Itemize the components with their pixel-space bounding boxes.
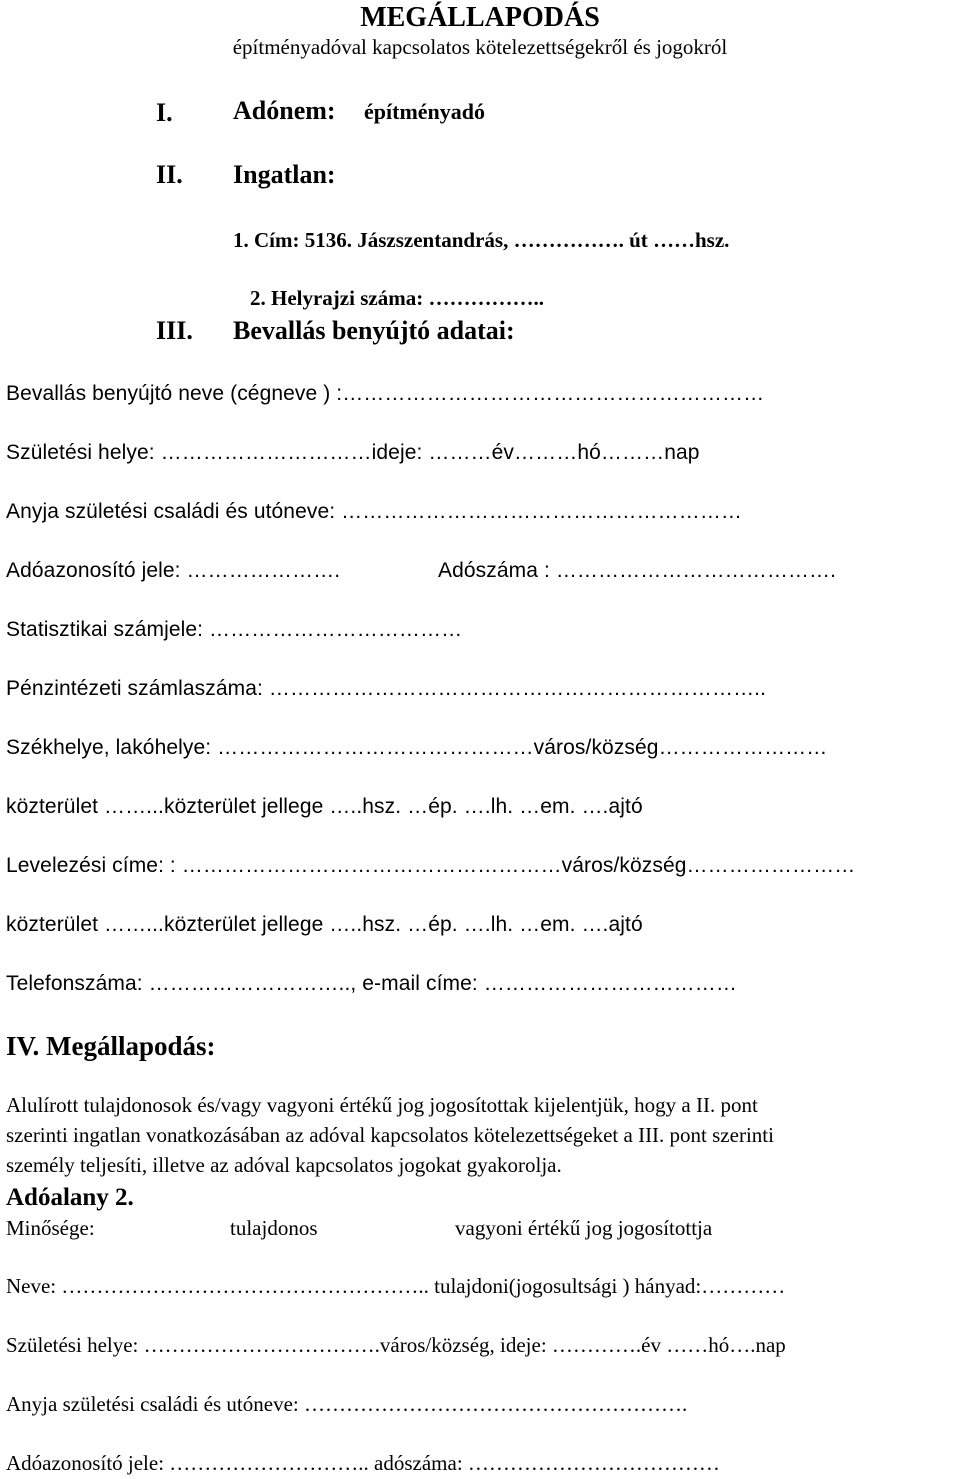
agreement-paragraph-line-1: Alulírott tulajdonosok és/vagy vagyoni értékű jog jogosítottak kijelentjük, hogy a II. pont bbox=[6, 1093, 758, 1117]
tax-number-field: Adószáma : …………………………………. bbox=[438, 559, 837, 582]
taxpayer-2-name-field: Neve: …………………………………………….. tulajdoni(jogosultsági ) hányad:………… bbox=[6, 1274, 786, 1298]
section-1-number: I. bbox=[156, 98, 173, 127]
section-3-number: III. bbox=[156, 316, 193, 345]
mother-name-field: Anyja születési családi és utóneve: ………………………………………………… bbox=[6, 500, 743, 523]
taxpayer-2-heading: Adóalany 2. bbox=[6, 1184, 134, 1211]
taxpayer-2-owner-option: tulajdonos bbox=[230, 1216, 318, 1240]
agreement-paragraph-line-2: szerinti ingatlan vonatkozásában az adóval kapcsolatos kötelezettségeket a III. pont szerinti bbox=[6, 1123, 774, 1147]
submitter-name-field: Bevallás benyújtó neve (cégneve ) :…………………………………………………… bbox=[6, 382, 765, 405]
taxpayer-2-birth-field: Születési helye: …………………………….város/község, ideje: ………….év ……hó….nap bbox=[6, 1333, 786, 1357]
section-2-number: II. bbox=[156, 160, 183, 189]
taxpayer-2-rightholder-option: vagyoni értékű jog jogosítottja bbox=[455, 1216, 713, 1240]
birth-place-date-field: Születési helye: …………………………ideje: ………év………hó………nap bbox=[6, 441, 700, 464]
taxpayer-2-mother-field: Anyja születési családi és utóneve: ………………………………………………. bbox=[6, 1392, 688, 1416]
section-2-label: Ingatlan: bbox=[233, 160, 336, 189]
tax-id-field: Adóazonosító jele: …………………. bbox=[6, 559, 341, 582]
agreement-paragraph-line-3: személy teljesíti, illetve az adóval kapcsolatos jogokat gyakorolja. bbox=[6, 1153, 562, 1177]
seat-street-field: közterület ……...közterület jellege …..hsz. …ép. ….lh. …em. ….ajtó bbox=[6, 795, 643, 818]
taxpayer-2-quality-label: Minősége: bbox=[6, 1216, 95, 1240]
section-1-value: építményadó bbox=[364, 99, 485, 124]
mailing-street-field: közterület ……...közterület jellege …..hsz. …ép. ….lh. …em. ….ajtó bbox=[6, 913, 643, 936]
section-3-label: Bevallás benyújtó adatai: bbox=[233, 316, 515, 345]
bank-account-field: Pénzintézeti számlaszáma: …………………………………………………………….. bbox=[6, 677, 767, 700]
statistical-number-field: Statisztikai számjele: ……………………………… bbox=[6, 618, 463, 641]
section-1-label: Adónem: bbox=[233, 96, 336, 125]
document-subtitle: építményadóval kapcsolatos kötelezettségekről és jogokról bbox=[232, 35, 728, 59]
taxpayer-2-tax-id-field: Adóazonosító jele: ……………………….. adószáma: ……………………………… bbox=[6, 1451, 720, 1475]
section-4-heading: IV. Megállapodás: bbox=[6, 1031, 216, 1061]
phone-email-field: Telefonszáma: ……………………….., e-mail címe: ……………………………… bbox=[6, 972, 737, 995]
property-address-line: 1. Cím: 5136. Jászszentandrás, ……………. út ……hsz. bbox=[233, 228, 730, 252]
seat-residence-field: Székhelye, lakóhelye: ………………………………………város/község…………………… bbox=[6, 736, 828, 759]
property-lot-number-line: 2. Helyrajzi száma: …………….. bbox=[250, 286, 544, 310]
mailing-address-field: Levelezési címe: : ………………………………………………város/község…………………… bbox=[6, 854, 856, 877]
document-title: MEGÁLLAPODÁS bbox=[360, 2, 600, 33]
